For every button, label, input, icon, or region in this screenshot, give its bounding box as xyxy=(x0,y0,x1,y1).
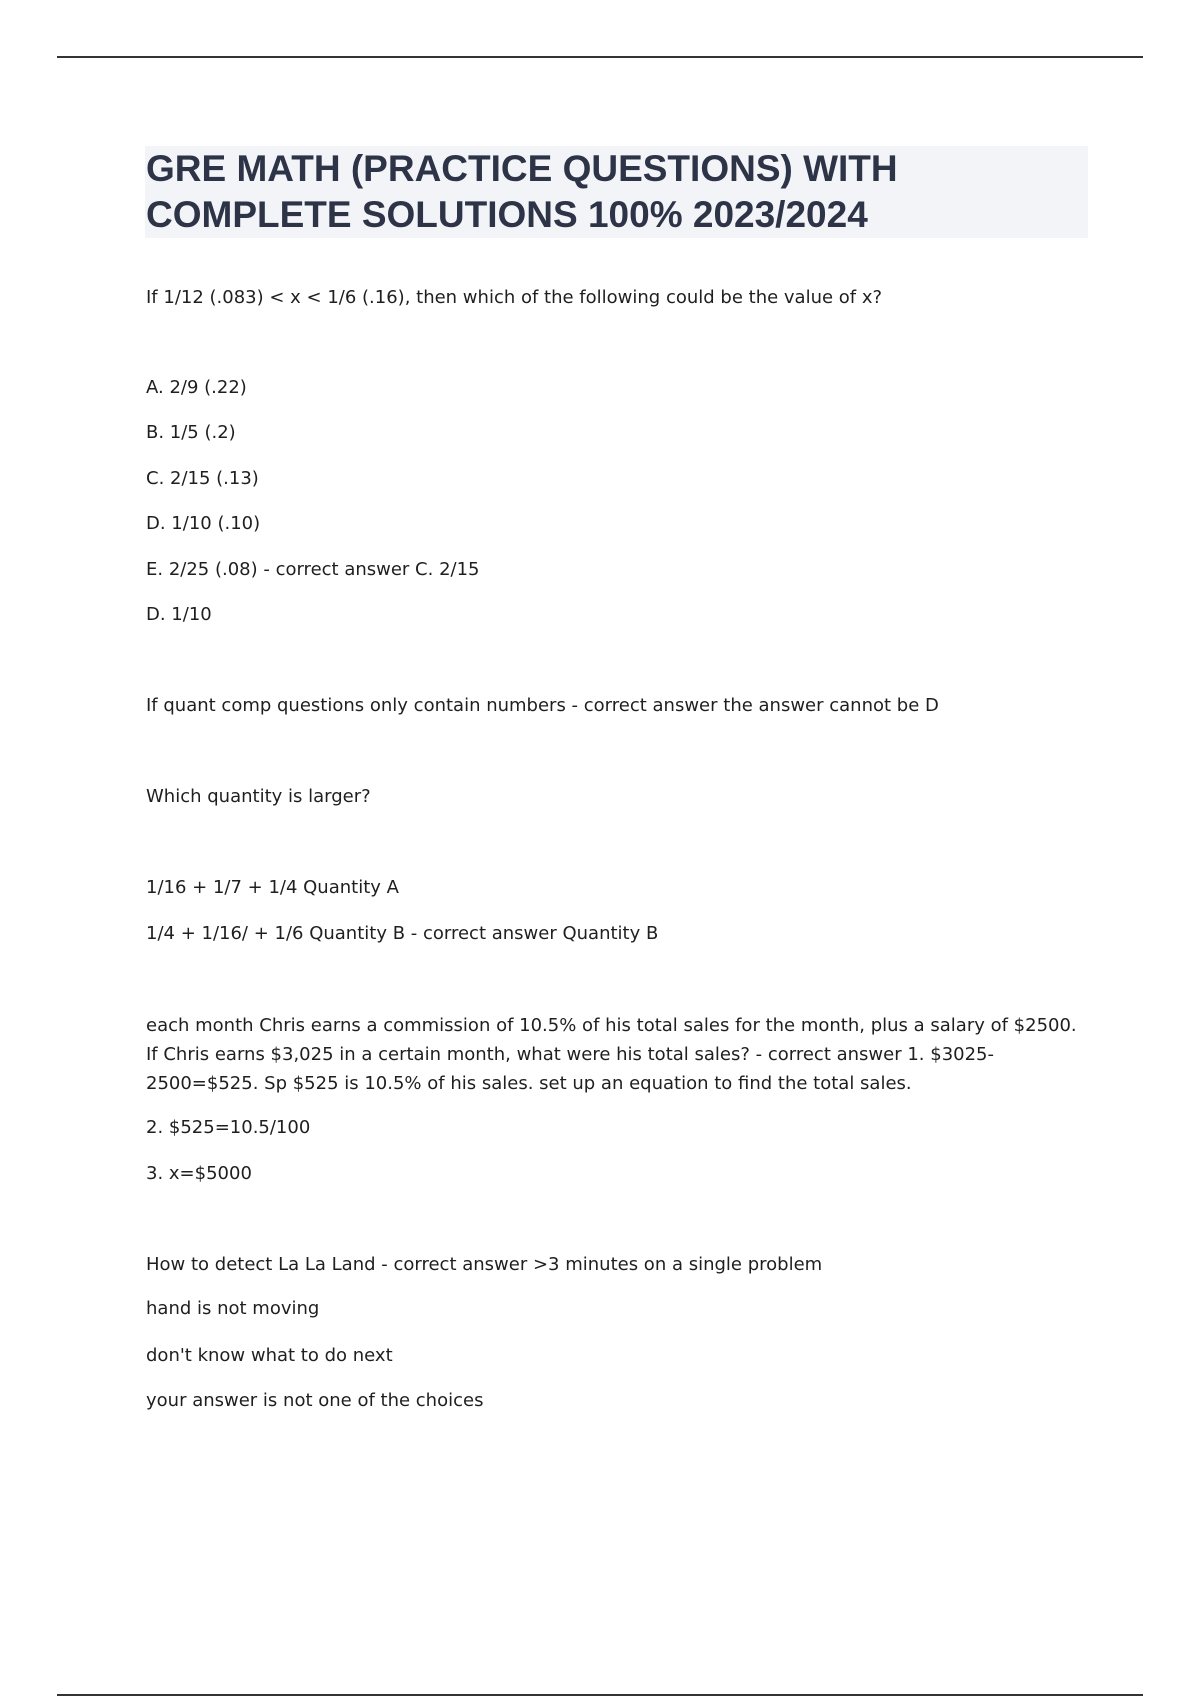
q4-paragraph: each month Chris earns a commission of 10.5% of his total sales for the month, plus a salary of $2500. If Chris earns $3,025 in a certain month, what were his total sales? - correct answer 1. $3025-2500=$525. Sp $525 is 10.5% of his sales. set up an equation to find the total sales. xyxy=(146,1015,1077,1094)
q1-option-c: C. 2/15 (.13) xyxy=(146,468,259,489)
q3-question: Which quantity is larger? xyxy=(146,786,371,807)
q1-answer-extra: D. 1/10 xyxy=(146,604,212,625)
q1-option-d: D. 1/10 (.10) xyxy=(146,513,261,534)
q5-line-3: don't know what to do next xyxy=(146,1345,393,1366)
bottom-rule xyxy=(57,1694,1143,1696)
q1-question: If 1/12 (.083) < x < 1/6 (.16), then which of the following could be the value of x? xyxy=(146,287,883,308)
q5-line-4: your answer is not one of the choices xyxy=(146,1390,484,1411)
q4-step-2: 2. $525=10.5/100 xyxy=(146,1117,311,1138)
q5-line-2: hand is not moving xyxy=(146,1298,320,1319)
q1-option-e-answer: E. 2/25 (.08) - correct answer C. 2/15 xyxy=(146,559,480,580)
q3-quantity-a: 1/16 + 1/7 + 1/4 Quantity A xyxy=(146,877,399,898)
top-rule xyxy=(57,56,1143,58)
q5-question-answer: How to detect La La Land - correct answer >3 minutes on a single problem xyxy=(146,1254,823,1275)
q3-quantity-b-answer: 1/4 + 1/16/ + 1/6 Quantity B - correct answer Quantity B xyxy=(146,923,659,944)
q1-option-a: A. 2/9 (.22) xyxy=(146,377,247,398)
q2-text: If quant comp questions only contain numbers - correct answer the answer cannot be D xyxy=(146,695,939,716)
document-title: GRE MATH (PRACTICE QUESTIONS) WITH COMPLETE SOLUTIONS 100% 2023/2024 xyxy=(146,148,898,235)
q1-option-b: B. 1/5 (.2) xyxy=(146,422,236,443)
q4-step-3: 3. x=$5000 xyxy=(146,1163,252,1184)
